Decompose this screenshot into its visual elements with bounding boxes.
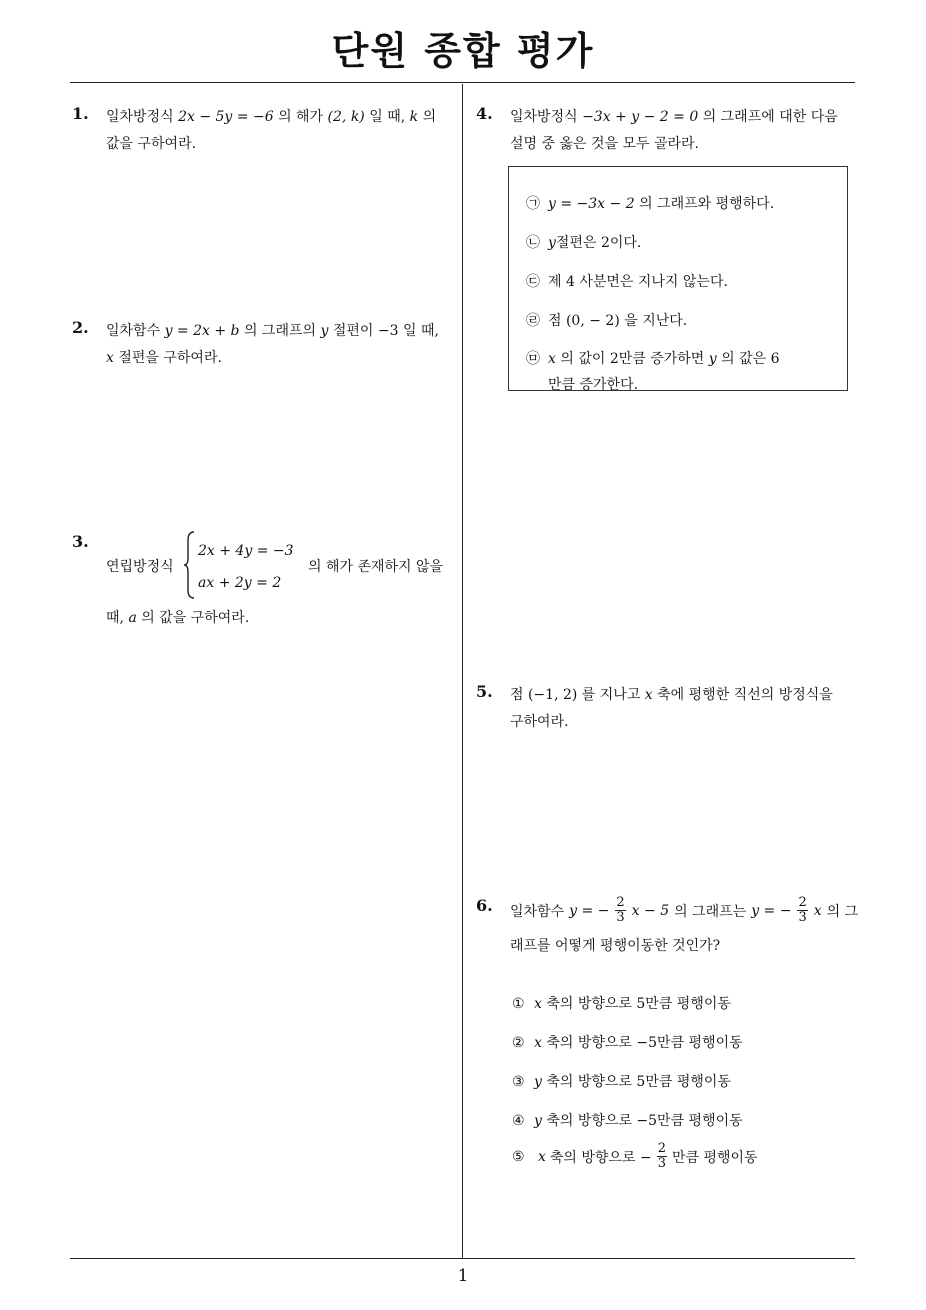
question-3-tail: 의 해가 존재하지 않을 xyxy=(308,559,444,575)
question-3-number: 3. xyxy=(72,532,89,551)
top-rule xyxy=(70,82,855,83)
choice-5: ⑤ x 축의 방향으로 − $\frac{2}{3}$ 만큼 평행이동 xyxy=(512,1141,758,1171)
choice-1: ① x 축의 방향으로 5만큼 평행이동 xyxy=(512,996,731,1012)
system-equation-1: 2x + 4y = −3 xyxy=(198,543,294,559)
question-1-number: 1. xyxy=(72,104,89,123)
choice-2: ② x 축의 방향으로 −5만큼 평행이동 xyxy=(512,1035,743,1051)
question-6-line-2: 래프를 어떻게 평행이동한 것인가? xyxy=(510,938,721,954)
statement-2: ㉡ y절편은 2이다. xyxy=(526,235,642,251)
statement-3: ㉢ 제 4 사분면은 지나지 않는다. xyxy=(526,274,728,290)
question-3-line-2: 때, a 의 값을 구하여라. xyxy=(106,610,250,626)
question-4-number: 4. xyxy=(476,104,493,123)
question-5-number: 5. xyxy=(476,682,493,701)
question-4-line-1: 일차방정식 −3x + y − 2 = 0 의 그래프에 대한 다음 xyxy=(510,109,838,125)
page-title: 단원 종합 평가 xyxy=(331,29,595,73)
statement-5-continued: 만큼 증가한다. xyxy=(548,377,639,393)
question-1-line-1: 일차방정식 2x − 5y = −6 의 해가 (2, k) 일 때, k 의 xyxy=(106,109,437,125)
statement-1: ㉠ y = −3x − 2 의 그래프와 평행하다. xyxy=(526,196,775,212)
question-6-line-1: 일차함수 y = − $\frac{2}{3}$ x − 5 의 그래프는 y = − $\frac{2}{3}$ x 의 그 xyxy=(510,895,859,925)
question-1-line-2: 값을 구하여라. xyxy=(106,136,197,152)
question-5-line-1: 점 (−1, 2) 를 지나고 x 축에 평행한 직선의 방정식을 xyxy=(510,687,833,703)
question-2-number: 2. xyxy=(72,318,89,337)
choice-3: ③ y 축의 방향으로 5만큼 평행이동 xyxy=(512,1074,731,1090)
statement-5: ㉤ x 의 값이 2만큼 증가하면 y 의 값은 6 xyxy=(526,351,780,367)
system-brace xyxy=(184,530,196,600)
fraction: $\frac{2}{3}$ xyxy=(657,1141,666,1171)
question-2-line-2: x 절편을 구하여라. xyxy=(106,350,222,366)
statement-4: ㉣ 점 (0, − 2) 을 지난다. xyxy=(526,313,688,329)
question-5-line-2: 구하여라. xyxy=(510,714,569,730)
question-2-line-1: 일차함수 y = 2x + b 의 그래프의 y 절편이 −3 일 때, xyxy=(106,323,439,339)
system-equation-2: ax + 2y = 2 xyxy=(198,575,282,591)
choice-4: ④ y 축의 방향으로 −5만큼 평행이동 xyxy=(512,1113,743,1129)
fraction: $\frac{2}{3}$ xyxy=(616,895,625,925)
question-6-number: 6. xyxy=(476,896,493,915)
page-number: 1 xyxy=(457,1266,469,1286)
question-3-lead: 연립방정식 xyxy=(106,559,174,575)
fraction: $\frac{2}{3}$ xyxy=(798,895,807,925)
question-4-line-2: 설명 중 옳은 것을 모두 골라라. xyxy=(510,136,699,152)
column-divider xyxy=(462,84,463,1258)
bottom-rule xyxy=(70,1258,855,1259)
